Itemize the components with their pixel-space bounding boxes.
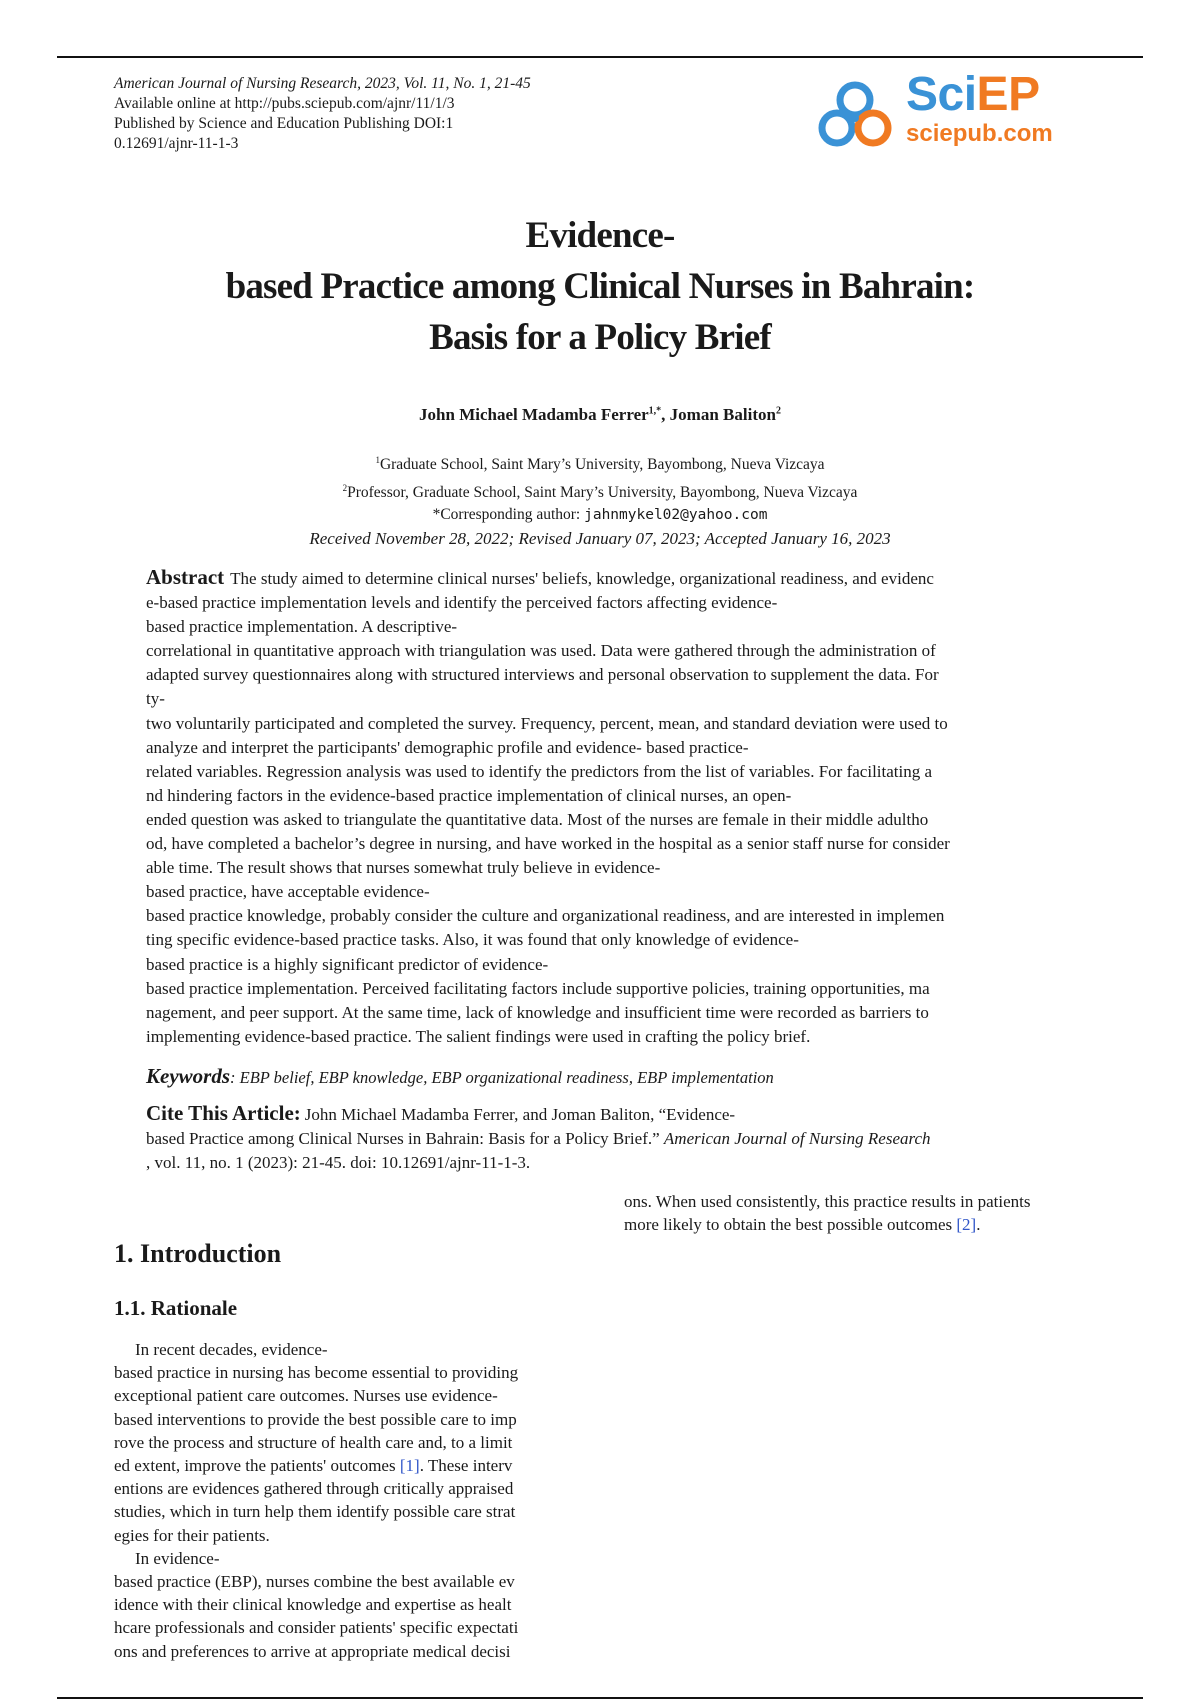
subsection-heading: 1.1. Rationale <box>114 1296 238 1320</box>
abstract-line: able time. The result shows that nurses somewhat truly believe in evidence- <box>146 858 661 878</box>
affiliation-1-mark: 1 <box>375 455 380 465</box>
keywords-heading: Keywords <box>146 1064 230 1088</box>
abstract-line: based practice implementation. Perceived facilitating factors include supportive policies, training opportunities, ma <box>146 978 930 998</box>
cite-line-text: John Michael Madamba Ferrer, and Joman Baliton, “Evidence- <box>304 1105 736 1124</box>
abstract-line: correlational in quantitative approach with triangulation was used. Data were gathered through the administration of <box>146 641 936 661</box>
author-1: John Michael Madamba Ferrer <box>419 405 649 424</box>
right-column-text <box>624 1190 1104 1236</box>
keywords <box>146 1064 1078 1089</box>
available-online-line: Available online at http://pubs.sciepub.com/ajnr/11/1/3 <box>114 95 455 112</box>
journal-citation-line: American Journal of Nursing Research, 2023, Vol. 11, No. 1, 21-45 <box>114 75 531 92</box>
affiliation-2 <box>100 477 1100 505</box>
abstract-heading: Abstract <box>146 565 225 589</box>
body-line: based interventions to provide the best possible care to imp <box>114 1409 517 1429</box>
author-list <box>100 405 1100 425</box>
cite-line <box>146 1101 1078 1127</box>
body-line: exceptional patient care outcomes. Nurses use evidence- <box>114 1386 498 1406</box>
body-line: entions are evidences gathered through critically appraised <box>114 1479 514 1499</box>
cite-line-text: based Practice among Clinical Nurses in Bahrain: Basis for a Policy Brief.” <box>146 1129 664 1148</box>
abstract-line: related variables. Regression analysis was used to identify the predictors from the list of variables. For facilitating a <box>146 761 933 781</box>
sciep-logo-icon <box>816 78 894 152</box>
logo-wordmark <box>906 68 1040 122</box>
keywords-text: : EBP belief, EBP knowledge, EBP organizational readiness, EBP implementation <box>230 1068 774 1087</box>
author-2: Joman Baliton <box>669 405 776 424</box>
reference-link[interactable]: [1] <box>399 1456 420 1476</box>
abstract-line: analyze and interpret the participants' demographic profile and evidence- based practice- <box>146 737 749 757</box>
cite-journal-name: American Journal of Nursing Research <box>663 1129 931 1148</box>
bottom-rule <box>57 1697 1143 1699</box>
affiliations <box>100 449 1100 527</box>
body-line: rove the process and structure of health care and, to a limit <box>114 1432 513 1452</box>
journal-header <box>114 74 674 154</box>
body-line: In evidence- <box>135 1548 220 1568</box>
article-title <box>100 210 1100 363</box>
corresponding-label: *Corresponding author: <box>432 506 585 524</box>
abstract-line-text: The study aimed to determine clinical nurses' beliefs, knowledge, organizational readiness, and evidenc <box>230 569 934 588</box>
title-line-2: based Practice among Clinical Nurses in Bahrain: <box>225 266 975 307</box>
corresponding-author <box>100 504 1100 527</box>
body-line: ons and preferences to arrive at appropriate medical decisi <box>114 1641 511 1661</box>
affiliation-1-text: Graduate School, Saint Mary’s University, Bayombong, Nueva Vizcaya <box>379 456 825 474</box>
doi-line: 0.12691/ajnr-11-1-3 <box>114 135 239 152</box>
author-2-affil-mark: 2 <box>775 405 781 417</box>
abstract-line: adapted survey questionnaires along with structured interviews and personal observation to supplement the data. For <box>146 665 939 685</box>
cite-heading: Cite This Article: <box>146 1101 301 1125</box>
body-line: studies, which in turn help them identify possible care strat <box>114 1502 516 1522</box>
top-rule <box>57 56 1143 58</box>
affiliation-2-mark: 2 <box>342 482 348 493</box>
abstract-line: e-based practice implementation levels and identify the perceived factors affecting evidence- <box>146 593 778 613</box>
reference-link[interactable]: [2] <box>956 1215 977 1234</box>
abstract-line: od, have completed a bachelor’s degree in nursing, and have worked in the hospital as a senior staff nurse for consider <box>146 834 950 854</box>
abstract-line: ended question was asked to triangulate the quantitative data. Most of the nurses are female in their middle adultho <box>146 809 929 829</box>
body-line: based practice in nursing has become essential to providing <box>114 1363 519 1383</box>
publisher-line: Published by Science and Education Publishing DOI:1 <box>114 115 454 132</box>
abstract <box>146 565 1078 1049</box>
abstract-line: based practice implementation. A descriptive- <box>146 617 458 637</box>
body-line: ons. When used consistently, this practice results in patients <box>624 1192 1031 1211</box>
body-line: egies for their patients. <box>114 1525 270 1545</box>
body-line: idence with their clinical knowledge and expertise as healt <box>114 1595 512 1615</box>
abstract-line: ty- <box>146 689 165 709</box>
abstract-line: nagement, and peer support. At the same time, lack of knowledge and insufficient time were recorded as barriers to <box>146 1002 929 1022</box>
author-separator: , <box>661 405 670 424</box>
author-1-affil-mark: 1,* <box>648 405 662 417</box>
abstract-line: ting specific evidence-based practice tasks. Also, it was found that only knowledge of evidence- <box>146 930 799 950</box>
abstract-line <box>146 565 1078 591</box>
body-line <box>114 1454 594 1477</box>
affiliation-1 <box>100 449 1100 477</box>
cite-this-article <box>146 1101 1078 1175</box>
body-line: hcare professionals and consider patients' specific expectati <box>114 1618 519 1638</box>
body-text: . <box>976 1215 981 1234</box>
section-heading: 1. Introduction <box>114 1239 282 1268</box>
cite-line: , vol. 11, no. 1 (2023): 21-45. doi: 10.12691/ajnr-11-1-3. <box>146 1153 531 1172</box>
body-line: In recent decades, evidence- <box>135 1340 328 1359</box>
left-column-text <box>114 1338 594 1663</box>
affiliation-2-text: Professor, Graduate School, Saint Mary’s University, Bayombong, Nueva Vizcaya <box>347 483 858 501</box>
body-text: . These interv <box>419 1456 513 1476</box>
article-dates: Received November 28, 2022; Revised January 07, 2023; Accepted January 16, 2023 <box>309 529 891 548</box>
logo-ep-text: EP <box>976 68 1040 121</box>
body-line: based practice (EBP), nurses combine the best available ev <box>114 1572 515 1592</box>
sciep-logo[interactable] <box>816 68 1086 154</box>
abstract-line: implementing evidence-based practice. The salient findings were used in crafting the policy brief. <box>146 1026 811 1046</box>
title-line-3: Basis for a Policy Brief <box>429 317 771 358</box>
abstract-line: based practice knowledge, probably consider the culture and organizational readiness, and are interested in implemen <box>146 906 945 926</box>
body-text: ed extent, improve the patients' outcomes <box>114 1456 400 1476</box>
logo-domain: sciepub.com <box>906 120 1053 147</box>
logo-sci-text: Sci <box>906 68 977 121</box>
cite-line <box>146 1127 1078 1151</box>
title-line-1: Evidence- <box>525 215 675 256</box>
body-text: more likely to obtain the best possible outcomes <box>624 1215 957 1234</box>
abstract-line: nd hindering factors in the evidence-based practice implementation of clinical nurses, an open- <box>146 785 792 805</box>
body-line <box>624 1213 1104 1236</box>
corresponding-email-link[interactable]: jahnmykel02@yahoo.com <box>584 507 768 524</box>
abstract-line: two voluntarily participated and completed the survey. Frequency, percent, mean, and standard deviation were used to <box>146 713 948 733</box>
abstract-line: based practice, have acceptable evidence- <box>146 882 430 902</box>
abstract-line: based practice is a highly significant predictor of evidence- <box>146 954 549 974</box>
